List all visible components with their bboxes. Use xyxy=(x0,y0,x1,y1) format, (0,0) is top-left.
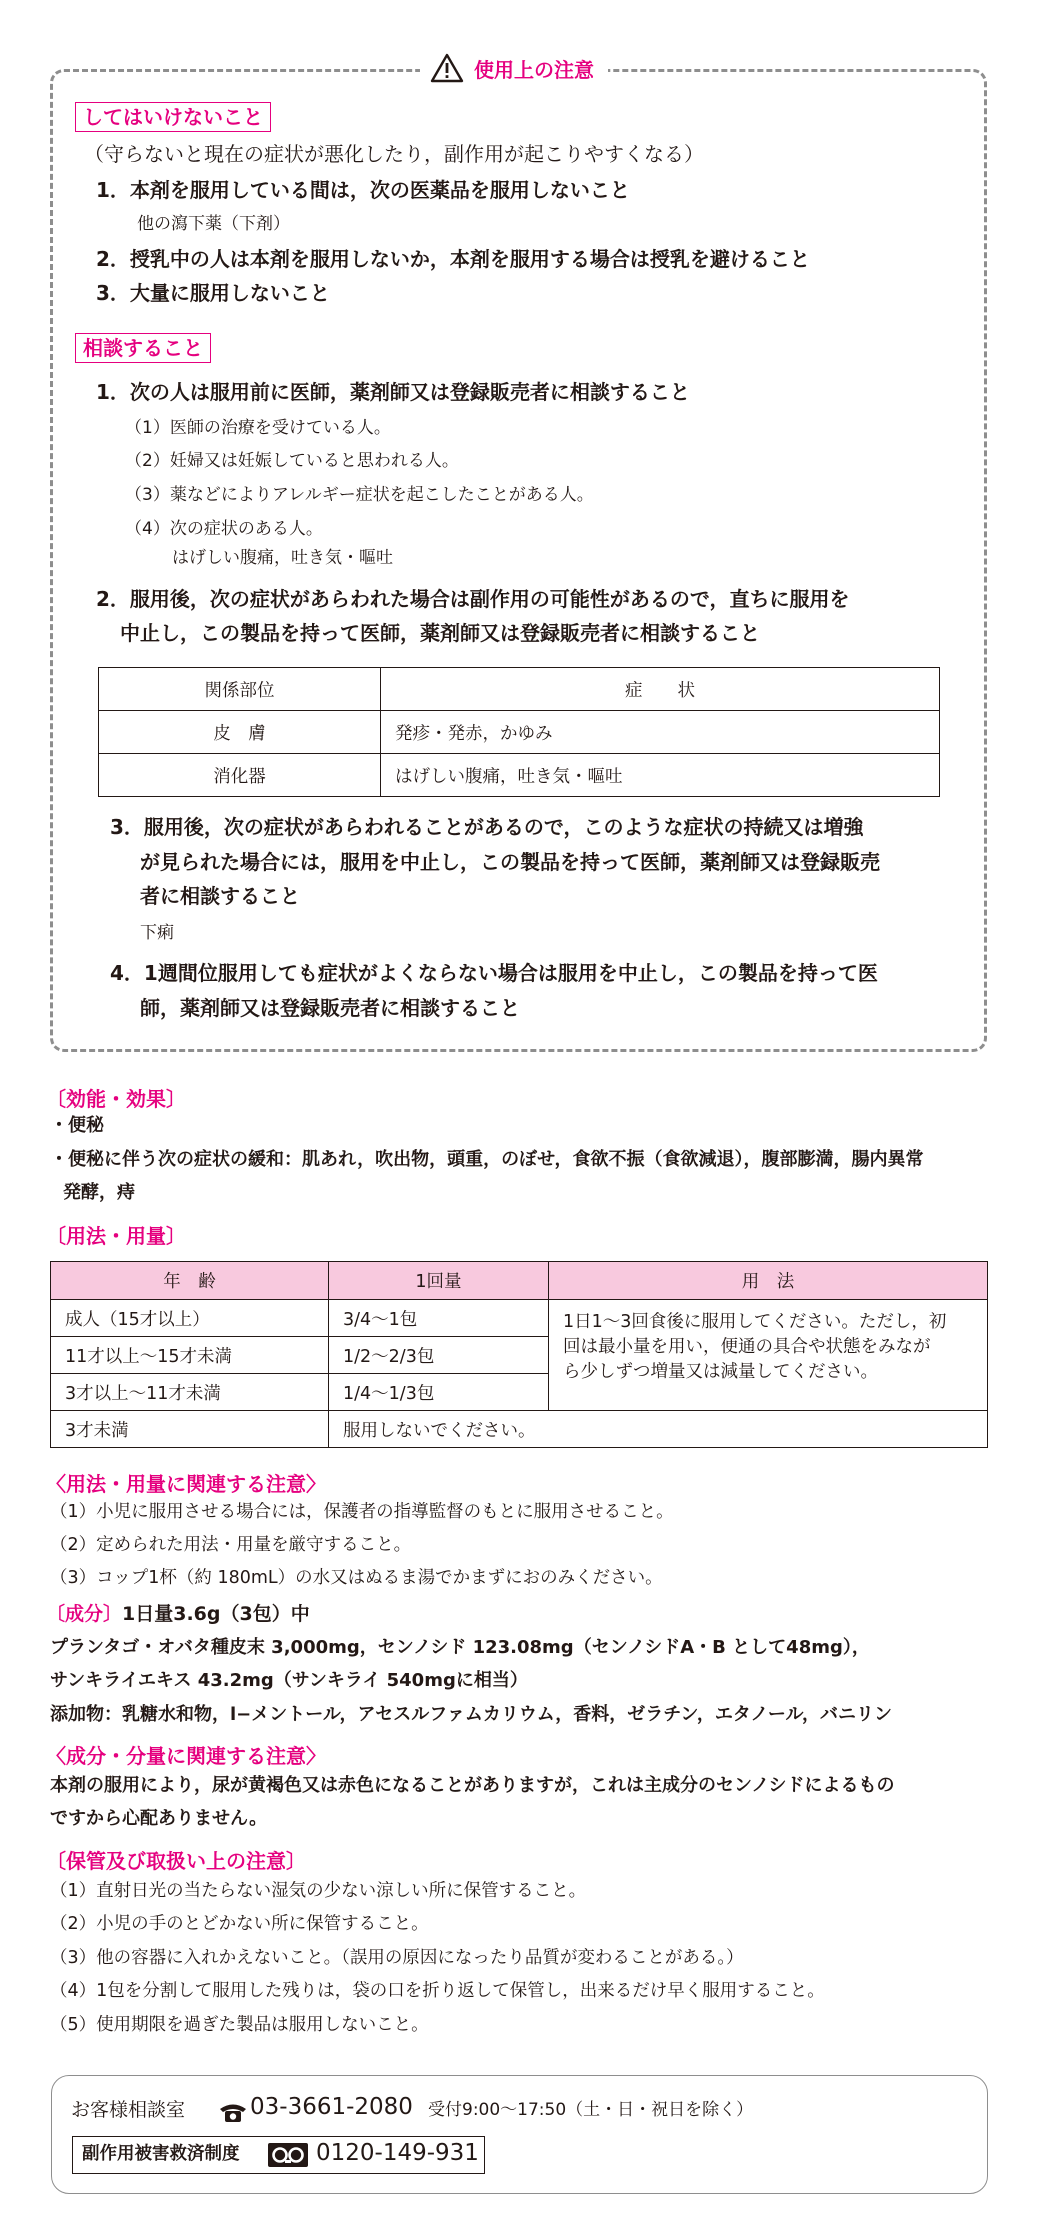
dont-item-1-sub: 他の瀉下薬（下剤） xyxy=(137,214,290,234)
table-cell: 1/4〜1/3包 xyxy=(329,1374,549,1411)
consult-sub-1: （1）医師の治療を受けている人。 xyxy=(125,418,391,438)
ingredients-line-1: プランタゴ・オバタ種皮末 3,000mg，センノシド 123.08mg（センノシドA・B として48mg）， xyxy=(50,1637,870,1658)
ingredient-notes-line-1: 本剤の服用により，尿が黄褐色又は赤色になることがありますが，これは主成分のセンノシドによるもの xyxy=(50,1775,895,1796)
efficacy-heading: 〔効能・効果〕 xyxy=(46,1087,186,1111)
consult-sub-4: （4）次の症状のある人。 xyxy=(125,519,323,539)
consult-tag: 相談すること xyxy=(75,333,211,363)
consult-item-2-line1: 2．服用後，次の症状があらわれた場合は副作用の可能性があるので，直ちに服用を xyxy=(96,587,850,611)
table-cell: 11才以上〜15才未満 xyxy=(51,1337,329,1374)
table-header-cell: 年 齢 xyxy=(51,1262,329,1300)
storage-item-3: （3）他の容器に入れかえないこと。（誤用の原因になったり品質が変わることがある。） xyxy=(50,1948,744,1968)
consult-item-3-line2: が見られた場合には，服用を中止し，この製品を持って医師，薬剤師又は登録販売 xyxy=(140,850,880,874)
dosage-heading: 〔用法・用量〕 xyxy=(46,1224,186,1248)
table-cell: 3才未満 xyxy=(51,1411,329,1448)
telephone-icon xyxy=(218,2101,248,2123)
table-cell: 3/4〜1包 xyxy=(329,1300,549,1337)
consult-sub-4-detail: はげしい腹痛，吐き気・嘔吐 xyxy=(172,548,393,568)
table-header-cell: 関係部位 xyxy=(99,668,381,711)
table-cell: 消化器 xyxy=(99,754,381,797)
table-cell: 皮 膚 xyxy=(99,711,381,754)
free-dial-icon xyxy=(268,2143,308,2167)
table-row xyxy=(51,1300,988,1337)
consult-sub-2: （2）妊婦又は妊娠していると思われる人。 xyxy=(125,451,459,471)
table-header-cell: 症 状 xyxy=(381,668,940,711)
ingredients-daily-amount: 1日量3.6g（3包）中 xyxy=(122,1603,310,1625)
table-cell: 成人（15才以上） xyxy=(51,1300,329,1337)
dosage-notes-heading: 〈用法・用量に関連する注意〉 xyxy=(46,1472,326,1496)
usage-line: 1日1〜3回食後に服用してください。ただし，初 xyxy=(563,1312,947,1332)
caution-header xyxy=(420,50,608,86)
storage-item-2: （2）小児の手のとどかない所に保管すること。 xyxy=(50,1914,429,1934)
relief-phone[interactable]: 0120-149-931 xyxy=(316,2140,479,2166)
table-header-cell: 用 法 xyxy=(549,1262,988,1300)
storage-item-4: （4）1包を分割して服用した残りは，袋の口を折り返して保管し，出来るだけ早く服用すること。 xyxy=(50,1981,825,2001)
contact-phone[interactable]: 03-3661-2080 xyxy=(250,2094,413,2120)
efficacy-item-1: ・便秘 xyxy=(50,1115,104,1136)
consult-item-3-line3: 者に相談すること xyxy=(140,884,300,908)
dont-item-1: 1．本剤を服用している間は，次の医薬品を服用しないこと xyxy=(96,178,630,202)
warning-triangle-icon xyxy=(430,53,464,83)
dont-intro: （守らないと現在の症状が悪化したり，副作用が起こりやすくなる） xyxy=(84,142,704,166)
table-cell: 服用しないでください。 xyxy=(329,1411,988,1448)
contact-label: お客様相談室 xyxy=(71,2099,186,2121)
consult-item-3-line1: 3．服用後，次の症状があらわれることがあるので，このような症状の持続又は増強 xyxy=(110,815,864,839)
table-header-cell: 1回量 xyxy=(329,1262,549,1300)
consult-item-1: 1．次の人は服用前に医師，薬剤師又は登録販売者に相談すること xyxy=(96,380,690,404)
ingredients-line-2: サンキライエキス 43.2mg（サンキライ 540mgに相当） xyxy=(50,1670,528,1691)
consult-item-4-line1: 4．1週間位服用しても症状がよくならない場合は服用を中止し，この製品を持って医 xyxy=(110,961,878,985)
table-cell: 3才以上〜11才未満 xyxy=(51,1374,329,1411)
dosage-note-1: （1）小児に服用させる場合には，保護者の指導監督のもとに服用させること。 xyxy=(50,1502,674,1522)
relief-label: 副作用被害救済制度 xyxy=(82,2144,240,2164)
consult-item-2-line2: 中止し，この製品を持って医師，薬剤師又は登録販売者に相談すること xyxy=(120,621,760,645)
dosage-note-2: （2）定められた用法・用量を厳守すること。 xyxy=(50,1535,412,1555)
consult-item-4-line2: 師，薬剤師又は登録販売者に相談すること xyxy=(140,996,520,1020)
storage-item-1: （1）直射日光の当たらない湿気の少ない涼しい所に保管すること。 xyxy=(50,1881,587,1901)
table-row xyxy=(51,1411,988,1448)
contact-box xyxy=(51,2075,988,2194)
ingredients-additives: 添加物：乳糖水和物，l−メントール，アセスルファムカリウム，香料，ゼラチン，エタノール，バニリン xyxy=(50,1704,893,1725)
efficacy-item-2-line2: 発酵，痔 xyxy=(63,1182,135,1203)
storage-item-5: （5）使用期限を過ぎた製品は服用しないこと。 xyxy=(50,2015,429,2035)
dosage-table xyxy=(50,1261,988,1448)
storage-heading: 〔保管及び取扱い上の注意〕 xyxy=(46,1849,306,1873)
table-cell: 1/2〜2/3包 xyxy=(329,1337,549,1374)
caution-title: 使用上の注意 xyxy=(474,57,594,82)
dont-item-2: 2．授乳中の人は本剤を服用しないか，本剤を服用する場合は授乳を避けること xyxy=(96,247,810,271)
table-row xyxy=(99,711,940,754)
contact-hours: 受付9:00〜17:50（土・日・祝日を除く） xyxy=(428,2100,754,2120)
dont-do-tag: してはいけないこと xyxy=(75,102,271,132)
ingredients-heading-row xyxy=(46,1603,310,1626)
consult-sub-3: （3）薬などによりアレルギー症状を起こしたことがある人。 xyxy=(125,485,594,505)
ingredients-heading: 〔成分〕 xyxy=(46,1603,123,1625)
consult-item-3-sub: 下痢 xyxy=(140,923,174,943)
usage-line: 回は最小量を用い，便通の具合や状態をみなが xyxy=(563,1337,931,1357)
table-header-row xyxy=(51,1262,988,1300)
dosage-note-3: （3）コップ1杯（約 180mL）の水又はぬるま湯でかまずにおのみください。 xyxy=(50,1568,663,1588)
ingredient-notes-line-2: ですから心配ありません。 xyxy=(50,1808,268,1829)
ingredient-notes-heading: 〈成分・分量に関連する注意〉 xyxy=(46,1744,326,1768)
usage-line: ら少しずつ増量又は減量してください。 xyxy=(563,1362,878,1382)
table-cell: 発疹・発赤，かゆみ xyxy=(381,711,940,754)
dont-item-3: 3．大量に服用しないこと xyxy=(96,281,330,305)
table-row xyxy=(99,754,940,797)
table-header-row xyxy=(99,668,940,711)
usage-cell xyxy=(549,1300,988,1411)
efficacy-item-2-line1: ・便秘に伴う次の症状の緩和：肌あれ，吹出物，頭重，のぼせ，食欲不振（食欲減退），腹部膨満，腸内異常 xyxy=(50,1149,924,1170)
table-cell: はげしい腹痛，吐き気・嘔吐 xyxy=(381,754,940,797)
side-effect-table xyxy=(98,667,940,797)
